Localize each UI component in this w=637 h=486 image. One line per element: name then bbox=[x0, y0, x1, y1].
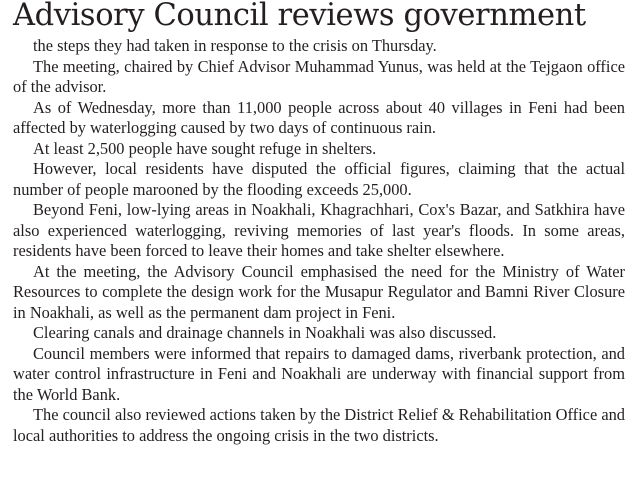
article-paragraph: Council members were informed that repairs to damaged dams, riverbank protection, and water control infrastructure in Feni and Noakhali are underway with financial support from the World Bank. bbox=[13, 343, 625, 404]
article-paragraph: The meeting, chaired by Chief Advisor Muhammad Yunus, was held at the Tejgaon office of the advisor. bbox=[13, 56, 625, 96]
article-paragraph: At the meeting, the Advisory Council emphasised the need for the Ministry of Water Resources to complete the design work for the Musapur Regulator and Bamni River Closure in Noakhali, as well as the permanent dam project in Feni. bbox=[13, 261, 625, 322]
article-paragraph: Clearing canals and drainage channels in Noakhali was also discussed. bbox=[33, 323, 497, 342]
article-paragraph: Beyond Feni, low-lying areas in Noakhali, Khagrachhari, Cox's Bazar, and Satkhira have also experienced waterlogging, reviving memories of last year's floods. In some areas, residents have been forced to leave their homes and take shelter elsewhere. bbox=[13, 200, 625, 260]
article-paragraph: At least 2,500 people have sought refuge in shelters. bbox=[33, 138, 377, 158]
article-paragraph: As of Wednesday, more than 11,000 people across about 40 villages in Feni had been affected by waterlogging caused by two days of continuous rain. bbox=[13, 97, 625, 137]
article-paragraph: The council also reviewed actions taken by the District Relief & Rehabilitation Office and local authorities to address the ongoing crisis in the two districts. bbox=[13, 405, 625, 445]
article-paragraph: the steps they had taken in response to the crisis on Thursday. bbox=[33, 36, 437, 55]
article-body bbox=[13, 36, 625, 446]
article-paragraph: However, local residents have disputed the official figures, claiming that the actual number of people marooned by the flooding exceeds 25,000. bbox=[13, 159, 625, 199]
article-headline: Advisory Council reviews government bbox=[13, 0, 586, 33]
